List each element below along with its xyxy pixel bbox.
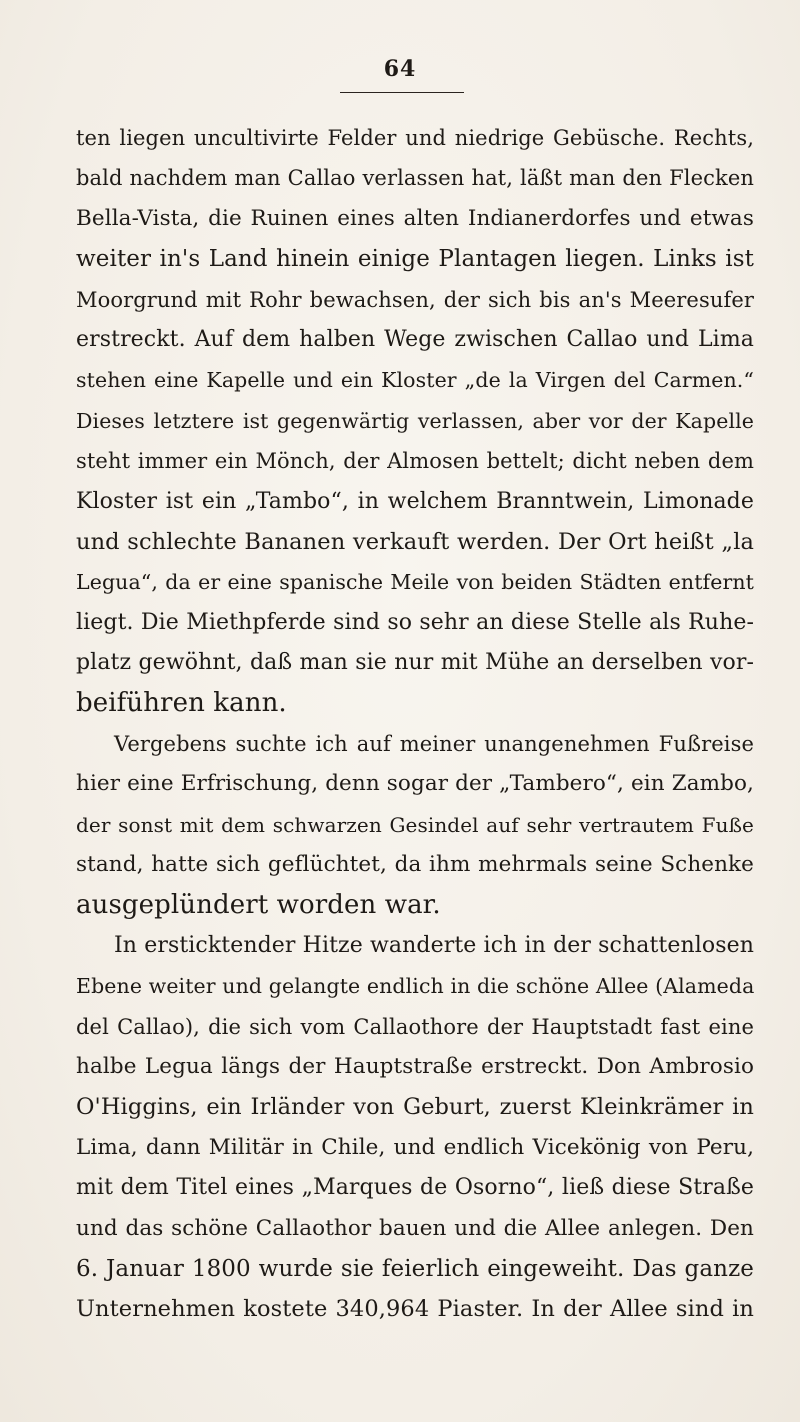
text-line: Legua“, da er eine spanische Meile von beiden Städten entfernt: [76, 570, 754, 595]
text-line: ausgeplündert worden war.: [76, 890, 441, 921]
text-line: Dieses letztere ist gegenwärtig verlassen, aber vor der Kapelle: [76, 408, 754, 433]
header-rule: [340, 92, 464, 93]
text-line: bald nachdem man Callao verlassen hat, läßt man den Flecken: [76, 166, 754, 191]
text-line: halbe Legua längs der Hauptstraße erstreckt. Don Ambrosio: [76, 1053, 754, 1079]
text-line: Ebene weiter und gelangte endlich in die schöne Allee (Alameda: [76, 974, 754, 999]
text-line: mit dem Titel eines „Marques de Osorno“, ließ diese Straße: [76, 1175, 754, 1201]
text-line: steht immer ein Mönch, der Almosen bettelt; dicht neben dem: [76, 449, 754, 474]
text-line: 6. Januar 1800 wurde sie feierlich eingeweiht. Das ganze: [76, 1255, 754, 1282]
text-line: stand, hatte sich geflüchtet, da ihm mehrmals seine Schenke: [76, 852, 754, 878]
text-line: erstreckt. Auf dem halben Wege zwischen Callao und Lima: [76, 326, 754, 352]
text-line: der sonst mit dem schwarzen Gesindel auf sehr vertrautem Fuße: [76, 812, 754, 837]
text-line: Moorgrund mit Rohr bewachsen, der sich bis an's Meeresufer: [76, 287, 754, 312]
text-line: stehen eine Kapelle und ein Kloster „de la Virgen del Carmen.“: [76, 368, 754, 393]
text-line: weiter in's Land hinein einige Plantagen liegen. Links ist: [76, 246, 754, 273]
text-line: del Callao), die sich vom Callaothore der Hauptstadt fast eine: [76, 1014, 754, 1039]
text-line: und das schöne Callaothor bauen und die Allee anlegen. Den: [76, 1215, 754, 1241]
text-line: ten liegen uncultivirte Felder und niedrige Gebüsche. Rechts,: [76, 126, 754, 150]
text-line: Kloster ist ein „Tambo“, in welchem Branntwein, Limonade: [76, 488, 754, 514]
body-text: [76, 118, 754, 1330]
text-line: Bella-Vista, die Ruinen eines alten Indianerdorfes und etwas: [76, 205, 754, 231]
text-line: beiführen kann.: [76, 688, 287, 719]
text-line: Lima, dann Militär in Chile, und endlich Vicekönig von Peru,: [76, 1134, 754, 1160]
text-line: Vergebens suchte ich auf meiner unangenehmen Fußreise: [114, 731, 754, 756]
text-line: und schlechte Bananen verkauft werden. Der Ort heißt „la: [76, 528, 754, 555]
text-line: platz gewöhnt, daß man sie nur mit Mühe an derselben vor-: [76, 650, 754, 676]
text-line: hier eine Erfrischung, denn sogar der „Tambero“, ein Zambo,: [76, 771, 754, 797]
text-line: In ersticktender Hitze wanderte ich in der schattenlosen: [114, 932, 754, 958]
text-line: liegt. Die Miethpferde sind so sehr an diese Stelle als Ruhe-: [76, 609, 754, 635]
page-number: 64: [383, 56, 417, 82]
text-line: O'Higgins, ein Irländer von Geburt, zuerst Kleinkrämer in: [76, 1094, 754, 1121]
text-line: Unternehmen kostete 340,964 Piaster. In der Allee sind in: [76, 1296, 754, 1323]
